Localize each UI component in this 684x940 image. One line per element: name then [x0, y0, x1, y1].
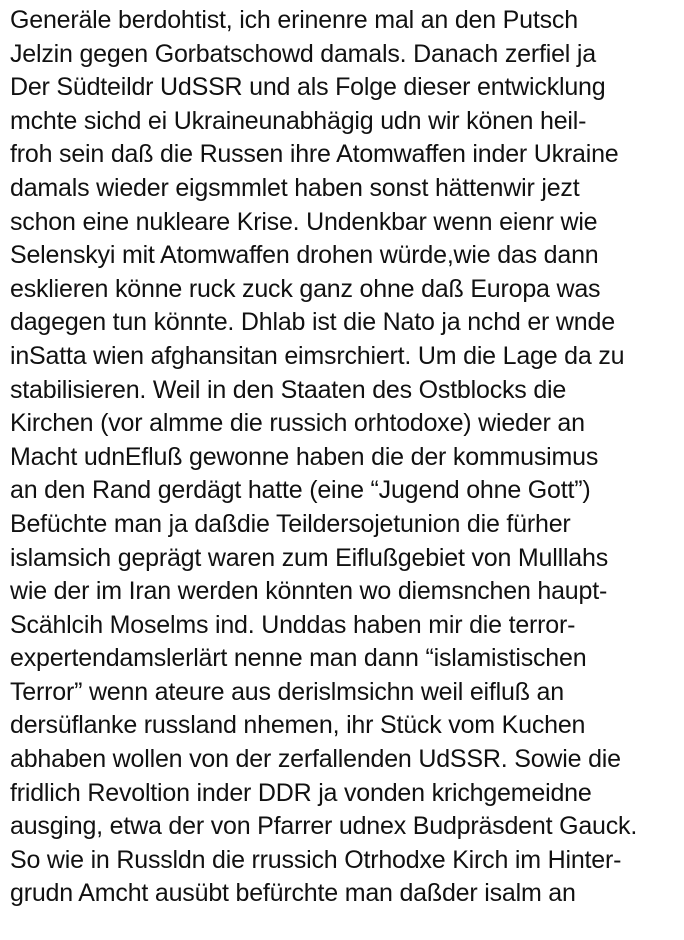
text-line: abhaben wollen von der zerfallenden UdSSR. Sowie die [10, 745, 621, 774]
text-line: Terror” wenn ateure aus derislmsichn weil eifluß an [10, 677, 564, 706]
text-line: Generäle berdohtist, ich erinenre mal an den Putsch [10, 6, 578, 34]
text-line: expertendamslerlärt nenne man dann “islamistischen [10, 644, 587, 673]
text-line: dagegen tun könnte. Dhlab ist die Nato ja nchd er wnde [10, 308, 615, 337]
text-line: Jelzin gegen Gorbatschowd damals. Danach zerfiel ja [10, 39, 596, 68]
text-line: inSatta wien afghansitan eimsrchiert. Um die Lage da zu [10, 341, 625, 370]
text-line: mchte sichd ei Ukraineunabhägig udn wir könen heil- [10, 106, 587, 135]
text-line: islamsich geprägt waren zum Eiflußgebiet von Mulllahs [10, 543, 609, 572]
text-line: ausging, etwa der von Pfarrer udnex Budpräsdent Gauck. [10, 812, 638, 841]
text-line: damals wieder eigsmmlet haben sonst hättenwir jezt [10, 173, 580, 202]
text-line: So wie in Russldn die rrussich Otrhodxe Kirch im Hinter- [10, 845, 622, 874]
text-line: Befüchte man ja daßdie Teildersojetunion die fürher [10, 509, 571, 538]
text-line: Der Südteildr UdSSR und als Folge dieser entwicklung [10, 73, 606, 102]
text-line: froh sein daß die Russen ihre Atomwaffen inder Ukraine [10, 140, 619, 169]
text-line: esklieren könne ruck zuck ganz ohne daß Europa was [10, 274, 601, 303]
text-line: grudn Amcht ausübt befürchte man daßder isalm an [10, 879, 576, 908]
text-line: schon eine nukleare Krise. Undenkbar wenn eienr wie [10, 207, 598, 236]
body-text [10, 4, 682, 911]
text-line: an den Rand gerdägt hatte (eine “Jugend ohne Gott”) [10, 476, 591, 505]
text-line: stabilisieren. Weil in den Staaten des Ostblocks die [10, 375, 567, 404]
text-line: dersüflanke russland nhemen, ihr Stück vom Kuchen [10, 711, 586, 740]
text-line: Kirchen (vor almme die russich orhtodoxe) wieder an [10, 409, 585, 438]
text-line: fridlich Revoltion inder DDR ja vonden krichgemeidne [10, 778, 592, 807]
text-line: Selenskyi mit Atomwaffen drohen würde,wie das dann [10, 241, 599, 270]
text-line: wie der im Iran werden könnten wo diemsnchen haupt- [10, 577, 608, 606]
text-line: Macht udnEfluß gewonne haben die der kommusimus [10, 442, 599, 471]
text-line: Scählcih Moselms ind. Unddas haben mir die terror- [10, 610, 576, 639]
